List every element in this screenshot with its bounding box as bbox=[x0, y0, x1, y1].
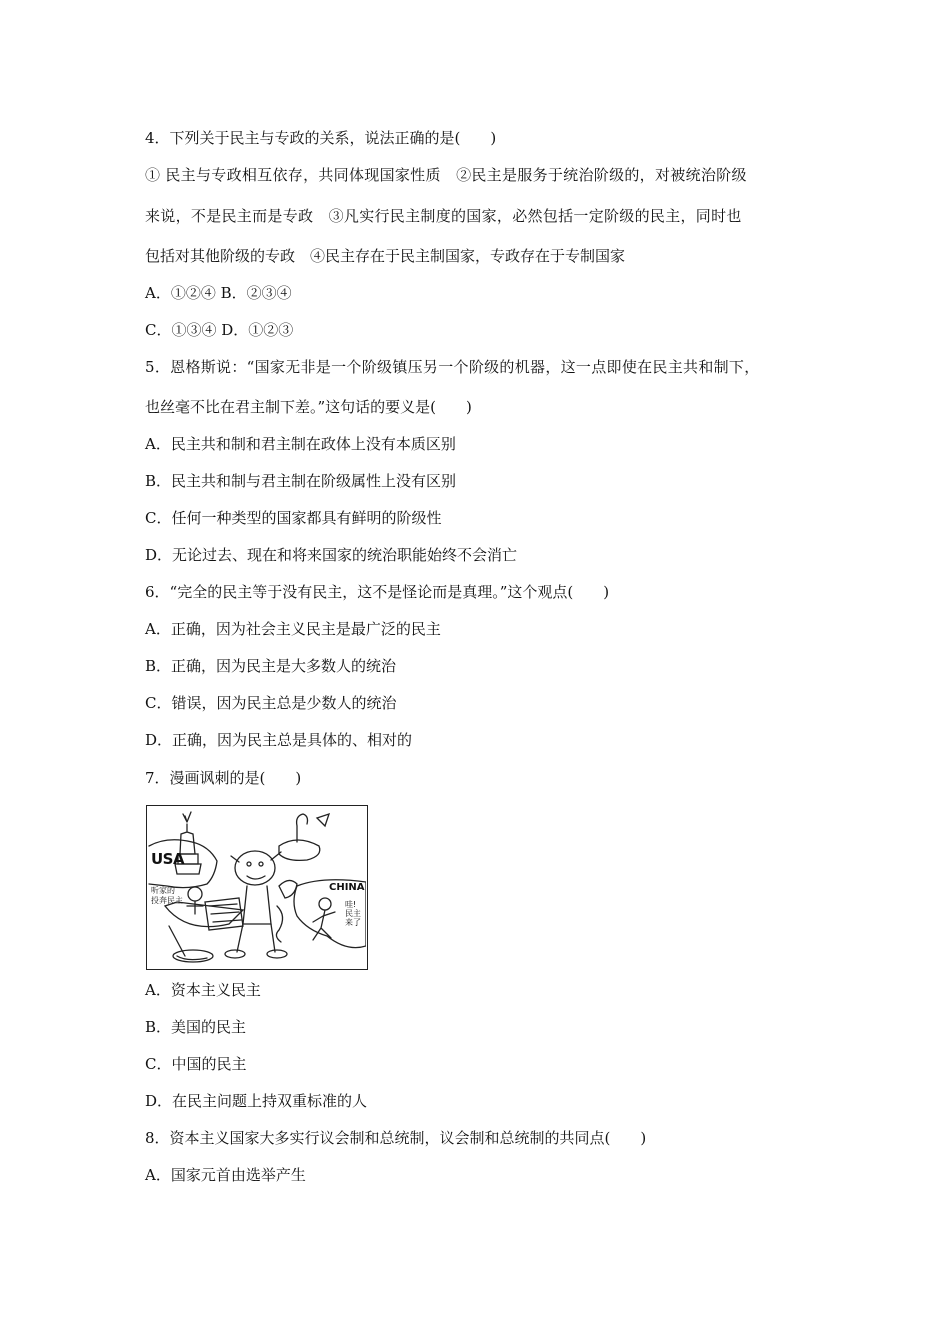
cartoon-right-caption-line-1: 哇! bbox=[345, 900, 357, 909]
q6-stem: 6．“完全的民主等于没有民主，这不是怪论而是真理。”这个观点( ) bbox=[145, 583, 610, 601]
cartoon-right-caption-line-2: 民主 bbox=[345, 909, 361, 918]
q4-statement-line-3: 包括对其他阶级的专政 ④民主存在于民主制国家，专政存在于专制国家 bbox=[145, 247, 626, 265]
q7-option-b: B．美国的民主 bbox=[145, 1018, 247, 1036]
cartoon-usa-label: USA bbox=[151, 850, 185, 868]
q6-option-b: B．正确，因为民主是大多数人的统治 bbox=[145, 657, 397, 675]
cartoon-right-caption-line-3: 来了 bbox=[345, 918, 361, 927]
q7-option-d: D．在民主问题上持双重标准的人 bbox=[145, 1092, 368, 1110]
q4-statement-line-1: ① 民主与专政相互依存，共同体现国家性质 ②民主是服务于统治阶级的，对被统治阶级 bbox=[145, 166, 747, 184]
q5-stem-line-1: 5．恩格斯说：“国家无非是一个阶级镇压另一个阶级的机器，这一点即使在民主共和制下， bbox=[145, 358, 760, 376]
q7-option-c: C．中国的民主 bbox=[145, 1055, 247, 1073]
cartoon-left-caption bbox=[151, 886, 183, 906]
q6-option-a: A．正确，因为社会主义民主是最广泛的民主 bbox=[145, 620, 441, 638]
q5-option-d: D．无论过去、现在和将来国家的统治职能始终不会消亡 bbox=[145, 546, 518, 564]
q5-option-b: B．民主共和制与君主制在阶级属性上没有区别 bbox=[145, 472, 457, 490]
cartoon-china-label: CHINA bbox=[329, 882, 365, 893]
q4-statement-line-2: 来说，不是民主而是专政 ③凡实行民主制度的国家，必然包括一定阶级的民主，同时也 bbox=[145, 207, 742, 225]
cartoon-right-caption bbox=[345, 900, 361, 927]
q5-option-a: A．民主共和制和君主制在政体上没有本质区别 bbox=[145, 435, 456, 453]
cartoon-left-caption-line-2: 投奔民主 bbox=[151, 896, 183, 905]
q7-stem: 7．漫画讽刺的是( ) bbox=[145, 769, 302, 787]
q5-stem-line-2: 也丝毫不比在君主制下差。”这句话的要义是( ) bbox=[145, 398, 472, 416]
q4-options-ab: A．①②④ B．②③④ bbox=[145, 284, 292, 302]
q6-option-d: D．正确，因为民主总是具体的、相对的 bbox=[145, 731, 413, 749]
q4-stem: 4．下列关于民主与专政的关系，说法正确的是( ) bbox=[145, 129, 497, 147]
q6-option-c: C．错误，因为民主总是少数人的统治 bbox=[145, 694, 397, 712]
cartoon-left-caption-line-1: 听家的 bbox=[151, 886, 175, 895]
q4-options-cd: C．①③④ D．①②③ bbox=[145, 321, 294, 339]
satire-cartoon bbox=[146, 805, 368, 970]
q7-option-a: A．资本主义民主 bbox=[145, 981, 261, 999]
q8-stem: 8．资本主义国家大多实行议会制和总统制，议会制和总统制的共同点( ) bbox=[145, 1129, 647, 1147]
q8-option-a: A．国家元首由选举产生 bbox=[145, 1166, 306, 1184]
q5-option-c: C．任何一种类型的国家都具有鲜明的阶级性 bbox=[145, 509, 442, 527]
